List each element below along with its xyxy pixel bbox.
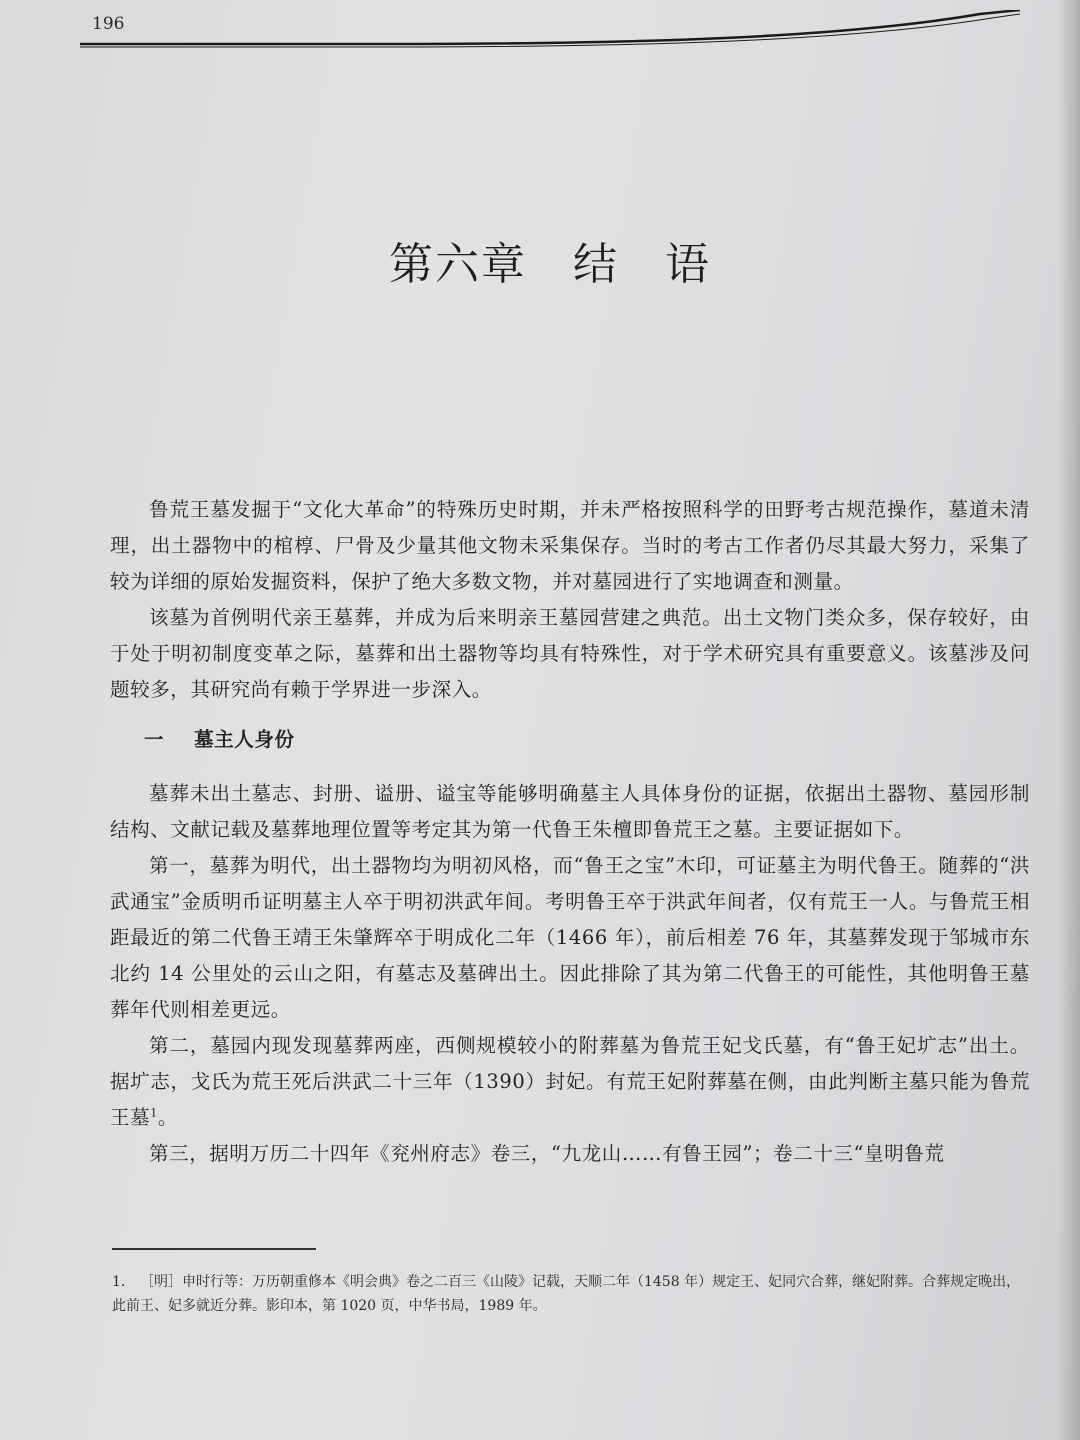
paragraph: [110, 1028, 1030, 1136]
header-rule: [80, 10, 1020, 70]
paragraph-text: 第二，墓园内现发现墓葬两座，西侧规模较小的附葬墓为鲁荒王妃戈氏墓，有“鲁王妃圹志”出土。据圹志，戈氏为荒王死后洪武二十三年（1390）封妃。有荒王妃附葬墓在侧，由此判断主墓只能为鲁荒王墓: [110, 1034, 1030, 1129]
paragraph-end: 。: [157, 1106, 178, 1129]
footnote-rule: [112, 1248, 316, 1250]
paragraph: 第一，墓葬为明代，出土器物均为明初风格，而“鲁王之宝”木印，可证墓主为明代鲁王。随葬的“洪武通宝”金质明币证明墓主人卒于明初洪武年间。考明鲁王卒于洪武年间者，仅有荒王一人。与鲁荒王相距最近的第二代鲁王靖王朱肇辉卒于明成化二年（1466 年），前后相差 76 年，其墓葬发现于邹城市东北约 14 公里处的云山之阳，有墓志及墓碑出土。因此排除了其为第二代鲁王的可能性，其他明鲁王墓葬年代则相差更远。: [110, 854, 1030, 1021]
footnote-text: ［明］申时行等：万历朝重修本《明会典》卷之二百三《山陵》记载，天顺二年（1458 年）规定王、妃同穴合葬，继妃附葬。合葬规定晚出，此前王、妃多就近分葬。影印本，第 1020 页，中华书局，1989 年。: [112, 1274, 1021, 1314]
section-number: 一: [144, 728, 165, 751]
footnote: [112, 1270, 1032, 1318]
paragraph: 该墓为首例明代亲王墓葬，并成为后来明亲王墓园营建之典范。出土文物门类众多，保存较好，由于处于明初制度变革之际，墓葬和出土器物等均具有特殊性，对于学术研究具有重要意义。该墓涉及问题较多，其研究尚有赖于学界进一步深入。: [110, 606, 1030, 701]
page-edge-shadow: [1058, 0, 1080, 1440]
paragraph: 鲁荒王墓发掘于“文化大革命”的特殊历史时期，并未严格按照科学的田野考古规范操作，墓道未清理，出土器物中的棺椁、尸骨及少量其他文物未采集保存。当时的考古工作者仍尽其最大努力，采集了较为详细的原始发掘资料，保护了绝大多数文物，并对墓园进行了实地调查和测量。: [110, 498, 1030, 593]
page-number: 196: [92, 14, 125, 34]
footnote-number: 1.: [112, 1274, 126, 1290]
chapter-title: 第六章 结 语: [389, 239, 711, 290]
section-title: 墓主人身份: [194, 728, 295, 751]
footnote-reference[interactable]: 1: [150, 1106, 158, 1120]
section-heading: [110, 722, 1030, 758]
paragraph: 第三，据明万历二十四年《兖州府志》卷三，“九龙山……有鲁王园”；卷二十三“皇明鲁荒: [149, 1142, 945, 1165]
main-body: [110, 492, 1030, 1172]
paragraph: 墓葬未出土墓志、封册、谥册、谥宝等能够明确墓主人具体身份的证据，依据出土器物、墓园形制结构、文献记载及墓葬地理位置等考定其为第一代鲁王朱檀即鲁荒王之墓。主要证据如下。: [110, 782, 1030, 841]
